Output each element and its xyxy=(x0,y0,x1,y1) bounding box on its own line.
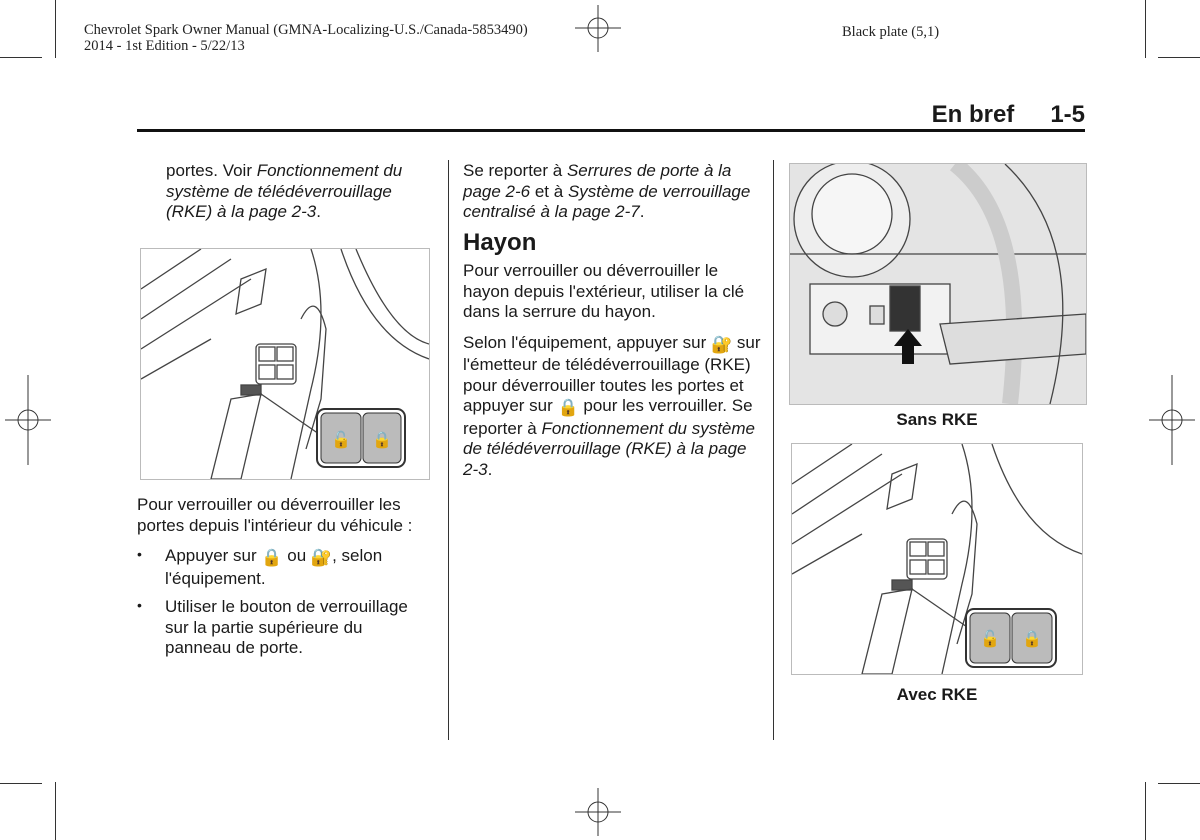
liftgate-paragraph: Pour verrouiller ou déverrouiller le hayon depuis l'extérieur, utiliser la clé dans la serrure du hayon. xyxy=(463,261,745,321)
column-divider xyxy=(448,160,449,740)
svg-text:🔓: 🔓 xyxy=(980,629,1000,648)
svg-text:🔒: 🔒 xyxy=(372,430,392,449)
cross-reference-link[interactable]: Fonctionnement du système de télédéverrouillage (RKE) à la page 2-3 xyxy=(166,161,403,221)
lock-icon: 🔒 xyxy=(261,548,283,567)
header-rule xyxy=(137,129,1085,132)
reference-paragraph: Se reporter à Serrures de porte à la page 2-6 et à Système de verrouillage centralisé à la page 2-7. xyxy=(463,161,751,221)
cross-reference-link[interactable]: Serrures de porte à la page 2-6 xyxy=(463,161,732,201)
running-head xyxy=(932,101,1085,129)
dashboard-lock-illustration xyxy=(789,163,1087,405)
print-header xyxy=(84,22,528,54)
instruction-list xyxy=(137,546,432,659)
svg-text:🔓: 🔓 xyxy=(331,430,351,449)
figure-caption: Sans RKE xyxy=(896,410,978,429)
page-number: 1-5 xyxy=(1050,101,1085,128)
figure-caption: Avec RKE xyxy=(896,685,978,704)
unlock-icon: 🔐 xyxy=(711,334,733,354)
section-heading: Hayon xyxy=(463,228,537,256)
intro-text: portes. Voir Fonctionnement du système de télédéverrouillage (RKE) à la page 2-3. xyxy=(166,161,403,221)
cross-reference-link[interactable]: Fonctionnement du système de télédéverrouillage (RKE) à la page 2-3 xyxy=(463,418,755,479)
lock-outline-icon: 🔐 xyxy=(310,548,333,567)
svg-text:🔒: 🔒 xyxy=(1022,629,1042,648)
door-panel-rke-illustration xyxy=(791,443,1083,675)
list-item: • Utiliser le bouton de verrouillage sur la partie supérieure du panneau de porte. xyxy=(137,597,432,659)
section-title: En bref xyxy=(931,101,1015,128)
door-panel-illustration xyxy=(140,248,430,480)
rke-paragraph: Selon l'équipement, appuyer sur 🔐 sur l'émetteur de télédéverrouillage (RKE) pour déverrouiller toutes les portes et appuyer sur 🔒 pour les verrouiller. Se reporter à Fonctionnement du système de télédéverrouillage (RKE) à la page 2-3. xyxy=(463,332,761,479)
lock-icon: 🔒 xyxy=(557,398,579,417)
column-2-text xyxy=(463,161,763,490)
column-divider xyxy=(773,160,774,740)
cross-reference-link[interactable]: Système de verrouillage centralisé à la page 2-7 xyxy=(463,181,751,221)
interior-lock-instructions xyxy=(137,495,432,667)
interior-lock-paragraph: Pour verrouiller ou déverrouiller les portes depuis l'intérieur du véhicule : xyxy=(137,495,413,535)
print-header-edition: 2014 - 1st Edition - 5/22/13 xyxy=(84,38,245,54)
list-item: • Appuyer sur 🔒 ou 🔐, selon l'équipement. xyxy=(137,546,432,589)
plate-label: Black plate (5,1) xyxy=(842,24,940,40)
print-header-title: Chevrolet Spark Owner Manual (GMNA-Localizing-U.S./Canada-5853490) xyxy=(84,22,528,38)
